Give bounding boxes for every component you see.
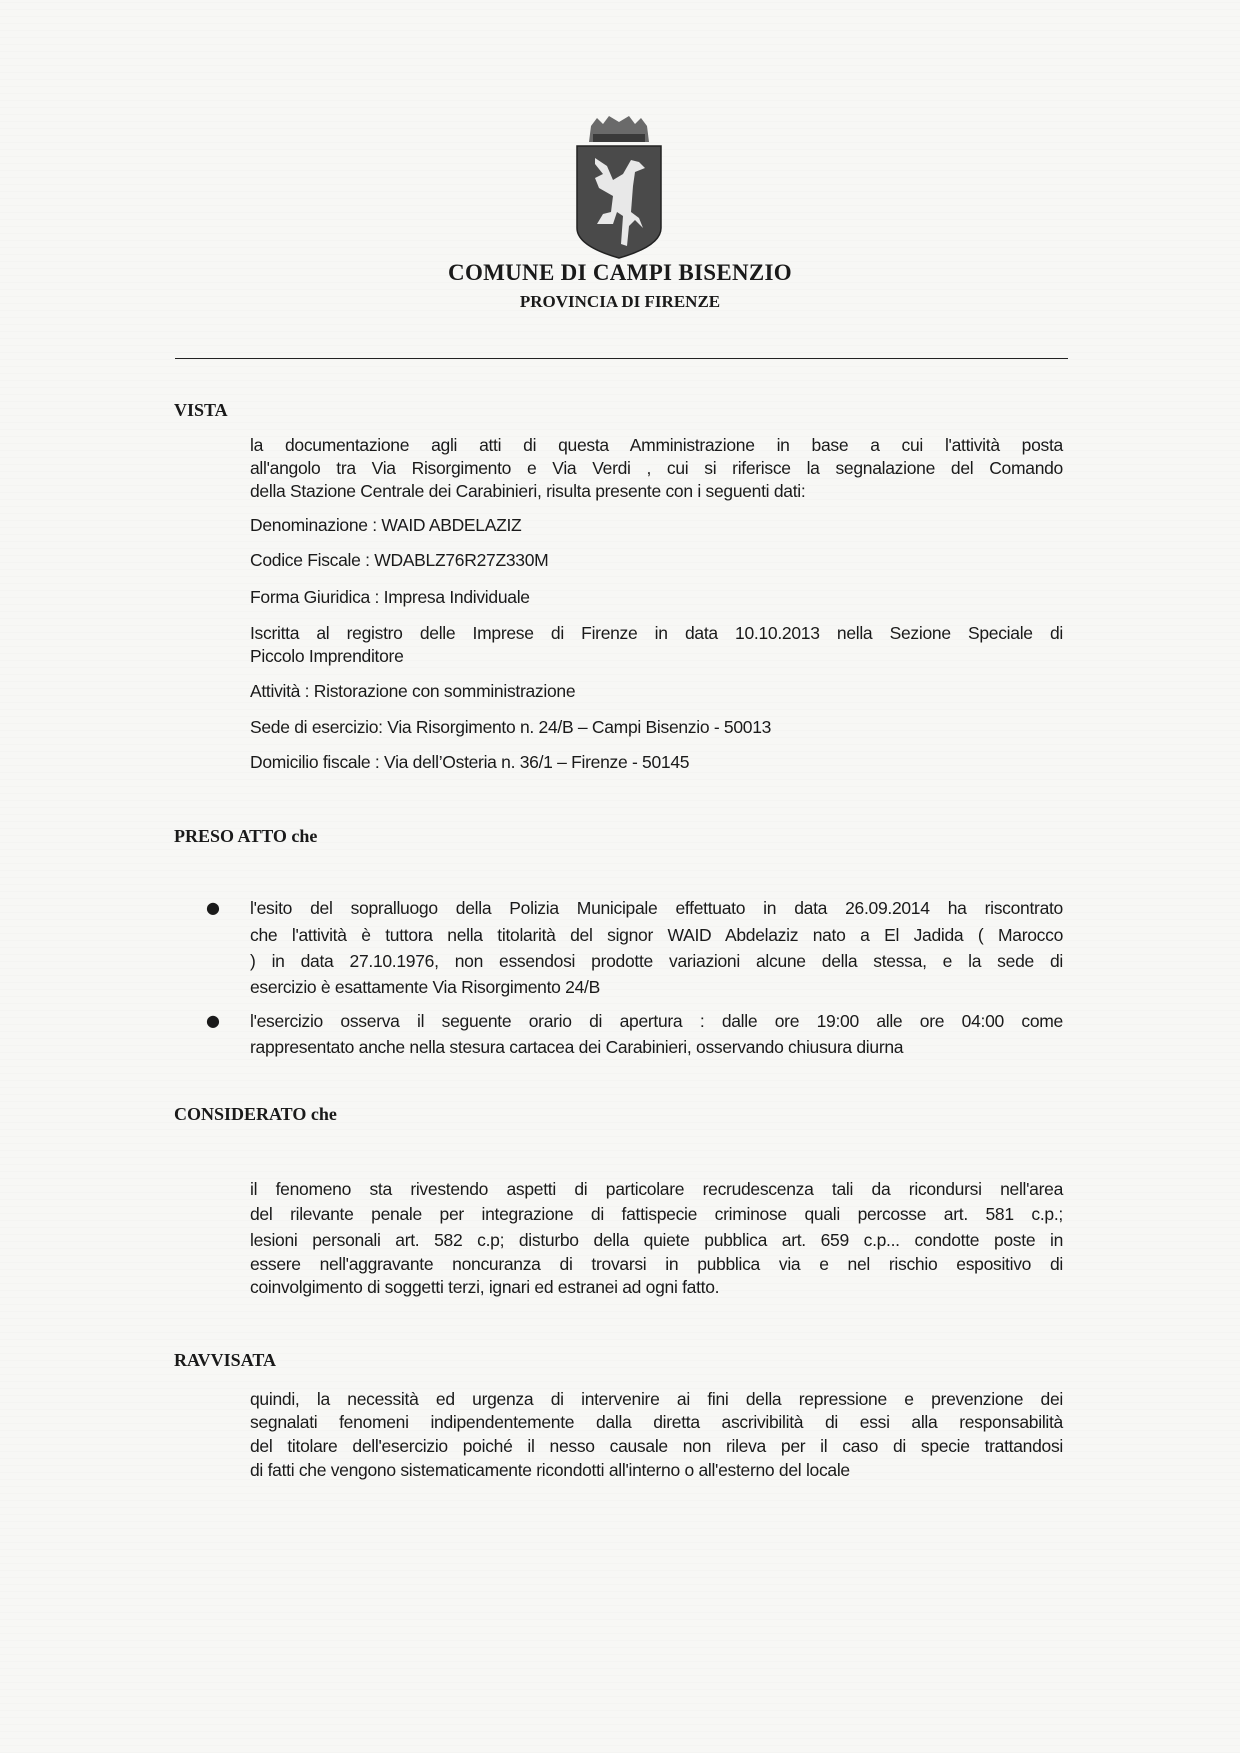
ravvisata-line: del titolare dell'esercizio poiché il nesso causale non rileva per il caso di specie trattandosi — [250, 1436, 1063, 1456]
heading-ravvisata: RAVVISATA — [174, 1350, 277, 1370]
vista-line: della Stazione Centrale dei Carabinieri, risulta presente con i seguenti dati: — [250, 481, 806, 501]
header-divider — [175, 358, 1068, 359]
page-subtitle: PROVINCIA DI FIRENZE — [519, 292, 721, 311]
considerato-line: coinvolgimento di soggetti terzi, ignari ed estranei ad ogni fatto. — [250, 1277, 720, 1297]
field-domicilio: Domicilio fiscale : Via dell’Osteria n. 36/1 – Firenze - 50145 — [250, 752, 690, 772]
vista-line: la documentazione agli atti di questa Amministrazione in base a cui l'attività posta — [250, 435, 1063, 455]
ravvisata-line: segnalati fenomeni indipendentemente dalla diretta ascrivibilità di essi alla responsabilità — [250, 1412, 1063, 1432]
vista-line: all'angolo tra Via Risorgimento e Via Verdi , cui si riferisce la segnalazione del Comando — [250, 458, 1063, 478]
field-iscritta: Piccolo Imprenditore — [250, 646, 404, 666]
heading-considerato: CONSIDERATO che — [174, 1104, 337, 1124]
field-codice-fiscale: Codice Fiscale : WDABLZ76R27Z330M — [250, 550, 549, 570]
coat-of-arms-logo — [573, 116, 665, 260]
considerato-line: essere nell'aggravante noncuranza di trovarsi in pubblica via e nel rischio espositivo di — [250, 1254, 1063, 1274]
field-sede: Sede di esercizio: Via Risorgimento n. 24/B – Campi Bisenzio - 50013 — [250, 717, 772, 737]
heading-preso-atto: PRESO ATTO che — [174, 826, 318, 846]
heading-vista: VISTA — [174, 400, 228, 420]
page-title: COMUNE DI CAMPI BISENZIO — [448, 260, 792, 285]
field-attivita: Attività : Ristorazione con somministrazione — [250, 681, 576, 701]
bullet-line: che l'attività è tuttora nella titolarità del signor WAID Abdelaziz nato a El Jadida ( Marocco — [250, 925, 1063, 945]
considerato-line: lesioni personali art. 582 c.p; disturbo della quiete pubblica art. 659 c.p... condotte poste in — [250, 1230, 1063, 1250]
bullet-line: esercizio è esattamente Via Risorgimento 24/B — [250, 977, 600, 997]
field-iscritta: Iscritta al registro delle Imprese di Firenze in data 10.10.2013 nella Sezione Speciale di — [250, 623, 1063, 643]
ravvisata-line: di fatti che vengono sistematicamente ricondotti all'interno o all'esterno del locale — [250, 1460, 850, 1480]
bullet-line: rappresentato anche nella stesura cartacea dei Carabinieri, osservando chiusura diurna — [250, 1037, 904, 1057]
bullet-icon: ● — [206, 1011, 220, 1030]
field-denominazione: Denominazione : WAID ABDELAZIZ — [250, 515, 522, 535]
considerato-line: del rilevante penale per integrazione di fattispecie criminose quali percosse art. 581 c.p.; — [250, 1204, 1063, 1224]
field-forma-giuridica: Forma Giuridica : Impresa Individuale — [250, 587, 530, 607]
considerato-line: il fenomeno sta rivestendo aspetti di particolare recrudescenza tali da ricondursi nell'area — [250, 1179, 1063, 1199]
bullet-line: ) in data 27.10.1976, non essendosi prodotte variazioni alcune della stessa, e la sede di — [250, 951, 1063, 971]
bullet-line: l'esito del sopralluogo della Polizia Municipale effettuato in data 26.09.2014 ha riscontrato — [250, 898, 1063, 918]
bullet-icon: ● — [206, 898, 220, 917]
bullet-line: l'esercizio osserva il seguente orario di apertura : dalle ore 19:00 alle ore 04:00 come — [250, 1011, 1063, 1031]
ravvisata-line: quindi, la necessità ed urgenza di intervenire ai fini della repressione e prevenzione dei — [250, 1389, 1063, 1409]
